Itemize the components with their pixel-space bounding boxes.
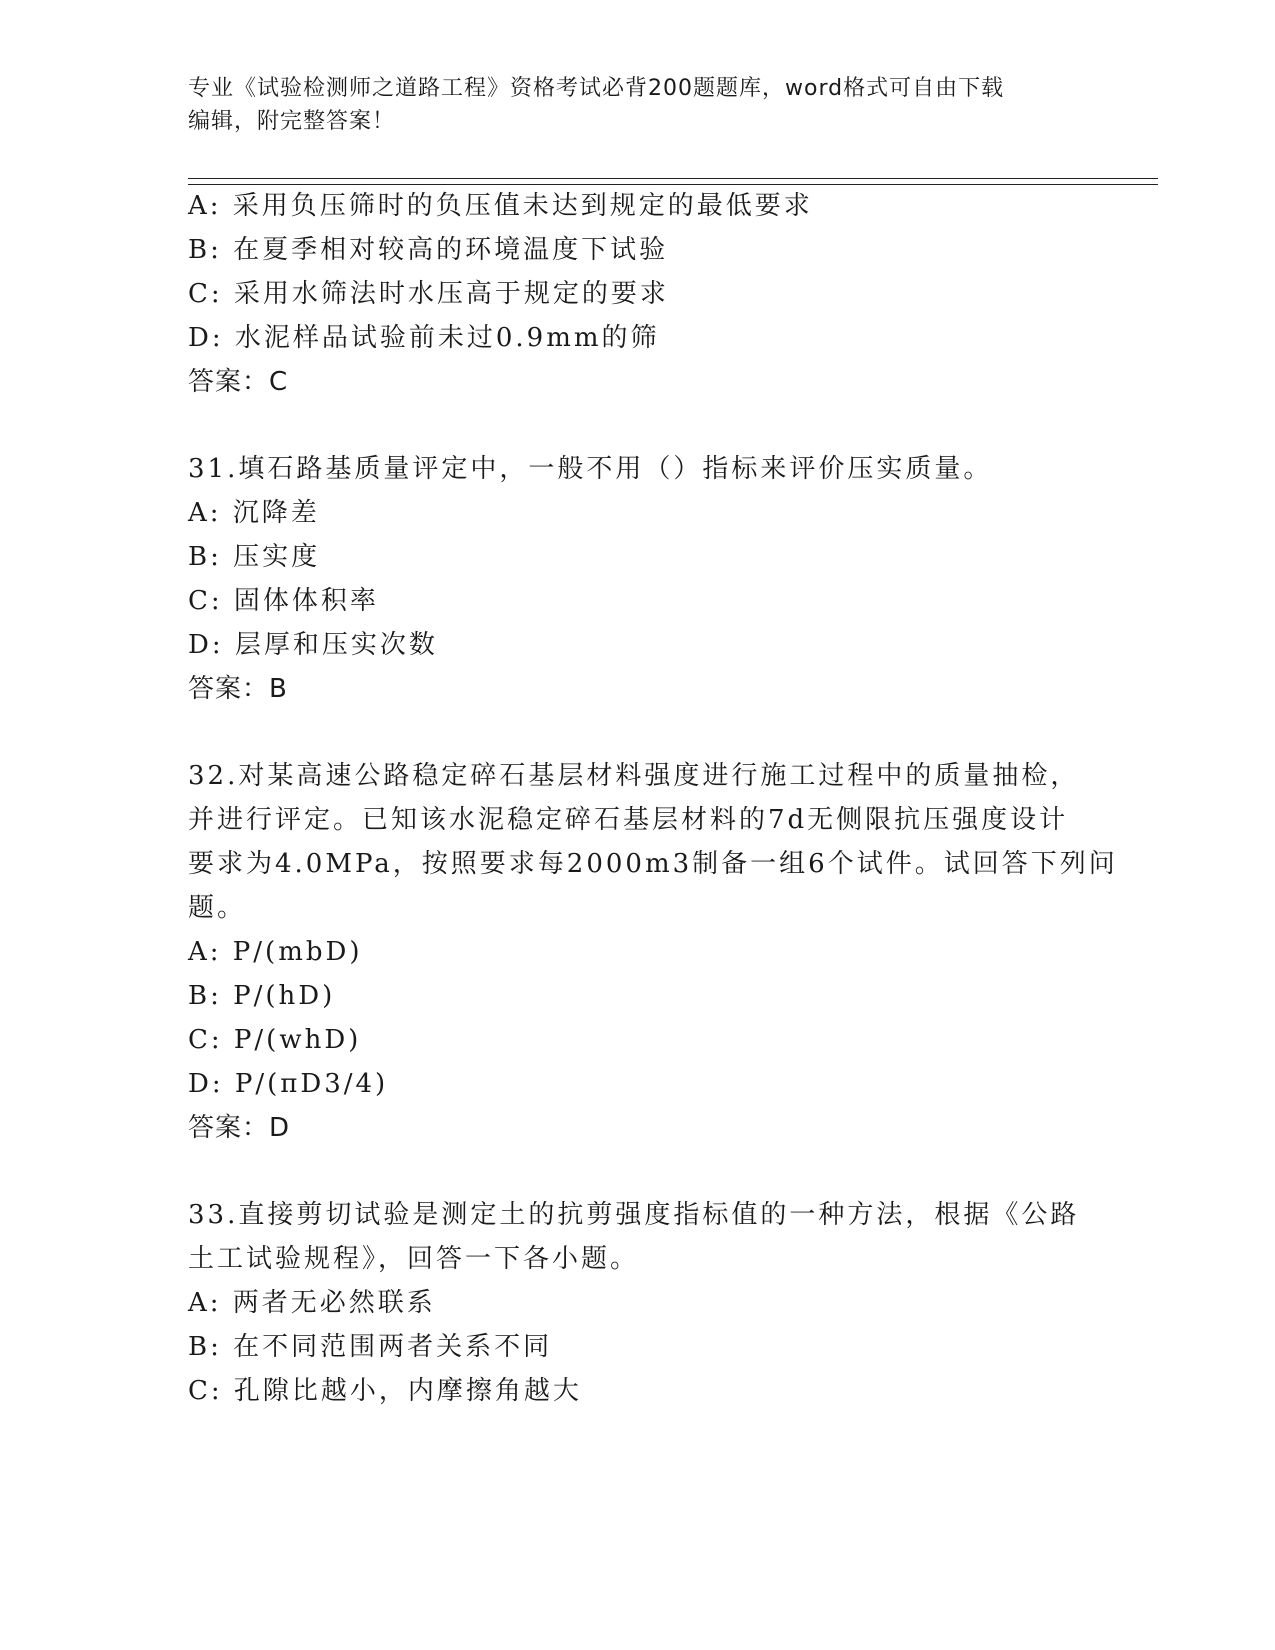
header-line-2: 编辑，附完整答案！ — [188, 109, 396, 134]
q32-option-d: D: P/(πD3/4) — [188, 1069, 389, 1099]
q31-option-c: C: 固体体积率 — [188, 586, 379, 616]
header-line-1: 专业《试验检测师之道路工程》资格考试必背200题题库，word格式可自由下载 — [188, 76, 1005, 101]
q32-option-b: B: P/(hD) — [188, 981, 336, 1011]
q31-answer: 答案：B — [188, 674, 288, 704]
q32-stem-line-3: 要求为4.0MPa，按照要求每2000m3制备一组6个试件。试回答下列问 — [188, 849, 1118, 879]
q30-option-c: C: 采用水筛法时水压高于规定的要求 — [188, 279, 669, 309]
q32-option-a: A: P/(mbD) — [188, 937, 363, 967]
q30-option-a: A: 采用负压筛时的负压值未达到规定的最低要求 — [188, 191, 813, 221]
q32-answer: 答案：D — [188, 1113, 291, 1143]
q33-option-a: A: 两者无必然联系 — [188, 1288, 436, 1318]
q31-stem: 31.填石路基质量评定中，一般不用（）指标来评价压实质量。 — [188, 454, 993, 484]
q32-stem-line-2: 并进行评定。已知该水泥稳定碎石基层材料的7d无侧限抗压强度设计 — [188, 805, 1069, 835]
q31-option-b: B: 压实度 — [188, 542, 321, 572]
q30-option-b: B: 在夏季相对较高的环境温度下试验 — [188, 235, 669, 265]
q32-option-c: C: P/(whD) — [188, 1025, 362, 1055]
q32-stem-line-1: 32.对某高速公路稳定碎石基层材料强度进行施工过程中的质量抽检， — [188, 761, 1080, 791]
q31-option-a: A: 沉降差 — [188, 498, 320, 528]
q31-option-d: D: 层厚和压实次数 — [188, 630, 438, 660]
document-header — [188, 72, 1068, 138]
q33-stem-line-2: 土工试验规程》，回答一下各小题。 — [188, 1244, 640, 1274]
q30-answer: 答案：C — [188, 367, 289, 397]
q33-option-c: C: 孔隙比越小，内摩擦角越大 — [188, 1376, 582, 1406]
q32-stem-line-4: 题。 — [188, 893, 247, 923]
q30-option-d: D: 水泥样品试验前未过0.9mm的筛 — [188, 323, 660, 353]
q33-option-b: B: 在不同范围两者关系不同 — [188, 1332, 553, 1362]
q33-stem-line-1: 33.直接剪切试验是测定土的抗剪强度指标值的一种方法，根据《公路 — [188, 1200, 1080, 1230]
